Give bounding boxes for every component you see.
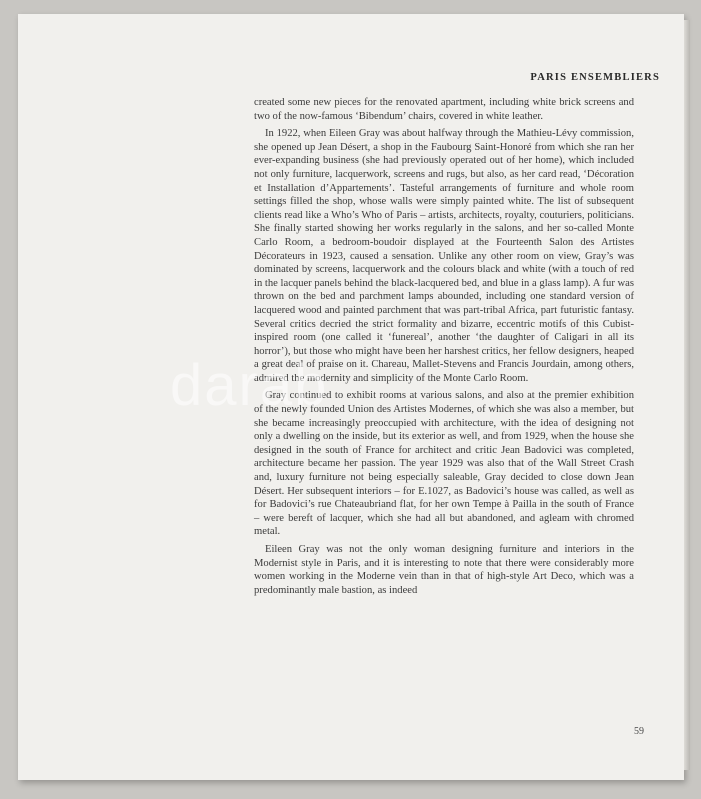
paragraph: Eileen Gray was not the only woman designing furniture and interiors in the Modernist style in Paris, and it is interesting to note that there were considerably more women working in the Moderne vein than in that of high-style Art Deco, which was a predominantly male bastion, as indeed (254, 544, 634, 596)
paragraph: Gray continued to exhibit rooms at various salons, and also at the premier exhibition of the newly founded Union des Artistes Modernes, of which she was also a member, but she became increasingly preoccupied with architecture, with the idea of designing not only a dwelling on the inside, but its exterior as well, and from 1929, when the house she designed in the south of France for architect and critic Jean Badovici was completed, architecture became her passion. The year 1929 was also that of the Wall Street Crash and, luxury furniture not being especially saleable, Gray decided to close down Jean Désert. Her subsequent interiors – for E.1027, as Badovici’s house was called, as well as for Badovici’s rue Chateaubriand flat, for her own Tempe à Pailla in the south of France – were bereft of lacquer, which she had all but abandoned, and agleam with chromed metal. (254, 390, 634, 538)
page-edge (684, 20, 690, 770)
watermark: darab (170, 353, 329, 418)
body-text (254, 96, 634, 601)
book-page (18, 14, 684, 780)
running-head: PARIS ENSEMBLIERS (530, 72, 660, 83)
page-number: 59 (634, 726, 644, 737)
paragraph: In 1922, when Eileen Gray was about halfway through the Mathieu-Lévy commission, she opened up Jean Désert, a shop in the Faubourg Saint-Honoré from which she ran her ever-expanding business (she had previously operated out of her home), which included not only furniture, lacquerwork, screens and rugs, but also, as her card read, ‘Décoration et Installation d’Appartements’. Tasteful arrangements of furniture and whole room settings filled the shop, whose walls were simply painted white. The list of subsequent clients read like a Who’s Who of Paris – artists, architects, royalty, couturiers, politicians. She finally started showing her works regularly in the salons, and her so-called Monte Carlo Room, a bedroom-boudoir displayed at the Fourteenth Salon des Artistes Décorateurs in 1923, caused a sensation. Unlike any other room on view, Gray’s was dominated by screens, lacquerwork and the colours black and white (with a touch of red in the lacquer panels behind the black-lacquered bed, and blue in a glass lamp). A fur was thrown on the bed and parchment lamps abounded, including one standard version of lacquered wood and painted parchment that was part-tribal Africa, part futuristic fantasy. Several critics decried the strict formality and bizarre, eccentric motifs of this Cubist-inspired room (one called it ‘funereal’, another ‘the daughter of Caligari in all its horror’), but those who might have been her harshest critics, her fellow designers, heaped a great deal of praise on it. Chareau, Mallet-Stevens and Francis Jourdain, among others, admired the modernity and simplicity of the Monte Carlo Room. (254, 128, 634, 384)
paragraph: created some new pieces for the renovated apartment, including white brick screens and two of the now-famous ‘Bibendum’ chairs, covered in white leather. (254, 97, 634, 122)
